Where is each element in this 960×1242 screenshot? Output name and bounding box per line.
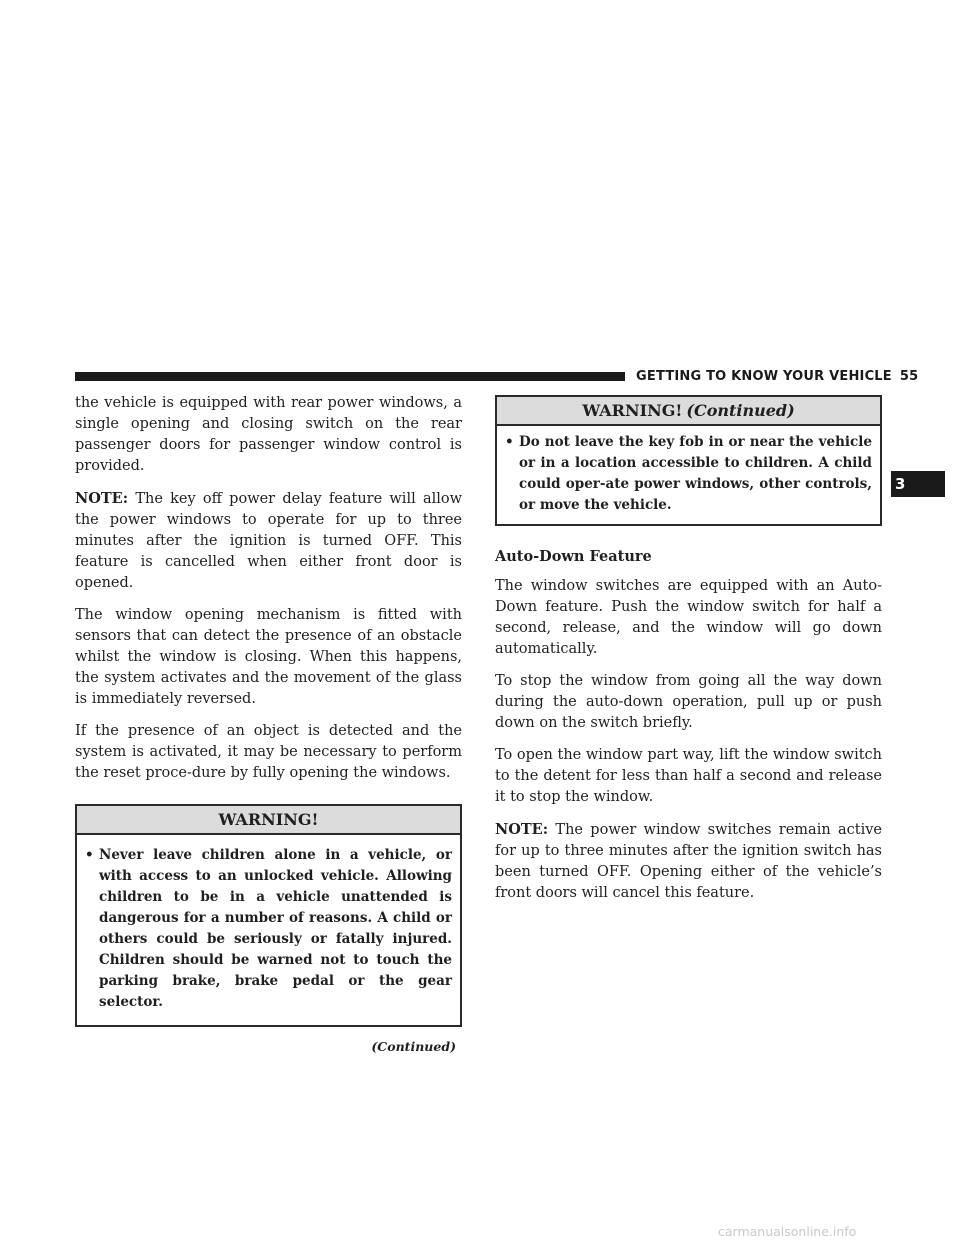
paragraph: The window opening mechanism is fitted with sensors that can detect the presence of an obstacle whilst the window is closing. When this happens, the system activates and the movement of the glass is immediately reversed. xyxy=(75,607,462,707)
note-paragraph xyxy=(75,488,462,594)
warning-box-continued xyxy=(495,395,882,526)
continued-label: (Continued) xyxy=(371,1039,456,1054)
section-title: Auto-Down Feature xyxy=(495,548,652,565)
page-number: 55 xyxy=(899,369,919,384)
paragraph: To open the window part way, lift the window switch to the detent for less than half a second and release it to stop the window. xyxy=(495,747,882,805)
warning-body xyxy=(77,835,460,1025)
note-label: NOTE: xyxy=(495,821,549,838)
header-rule xyxy=(75,372,625,381)
warning-heading-text: WARNING! xyxy=(218,810,319,829)
paragraph: The window switches are equipped with an Auto-Down feature. Push the window switch for half a second, release, and the window will go down automatically. xyxy=(495,578,882,657)
paragraph: the vehicle is equipped with rear power windows, a single opening and closing switch on the rear passenger doors for passenger window control is provided. xyxy=(75,395,462,474)
bullet: • xyxy=(85,847,94,863)
warning-heading-text: WARNING! xyxy=(582,401,683,420)
warning-heading-suffix: (Continued) xyxy=(686,401,795,420)
note-paragraph xyxy=(495,819,882,904)
right-column xyxy=(495,393,882,915)
paragraph: To stop the window from going all the way down during the auto-down operation, pull up or push down on the switch briefly. xyxy=(495,673,882,731)
warning-body xyxy=(497,426,880,524)
warning-item xyxy=(85,845,452,1013)
warning-item-text: Do not leave the key fob in or near the vehicle or in a location accessible to children. A child could oper-ate power windows, other controls, or move the vehicle. xyxy=(519,434,872,513)
chapter-tab: 3 xyxy=(891,471,945,497)
warning-heading xyxy=(497,397,880,426)
bullet: • xyxy=(505,434,514,450)
paragraph: If the presence of an object is detected and the system is activated, it may be necessary to perform the reset proce-dure by fully opening the windows. xyxy=(75,723,462,781)
running-header xyxy=(636,369,918,385)
watermark: carmanualsonline.info xyxy=(718,1224,857,1239)
warning-item xyxy=(505,432,872,516)
note-text: The key off power delay feature will allow the power windows to operate for up to three minutes after the ignition is turned OFF. This feature is cancelled when either front door is opened. xyxy=(75,491,463,591)
warning-heading xyxy=(77,806,460,835)
note-text: The power window switches remain active for up to three minutes after the ignition switch has been turned OFF. Opening either of the vehicle’s front doors will cancel this feature. xyxy=(495,822,882,901)
warning-box xyxy=(75,804,462,1027)
left-column xyxy=(75,393,462,1054)
header-title: GETTING TO KNOW YOUR VEHICLE xyxy=(636,369,892,384)
note-label: NOTE: xyxy=(75,490,129,507)
warning-item-text: Never leave children alone in a vehicle, or with access to an unlocked vehicle. Allowing children to be in a vehicle unattended is dangerous for a number of reasons. A child or others could be seriously or fatally injured. Children should be warned not to touch the parking brake, brake pedal or the gear selector. xyxy=(99,847,452,1010)
